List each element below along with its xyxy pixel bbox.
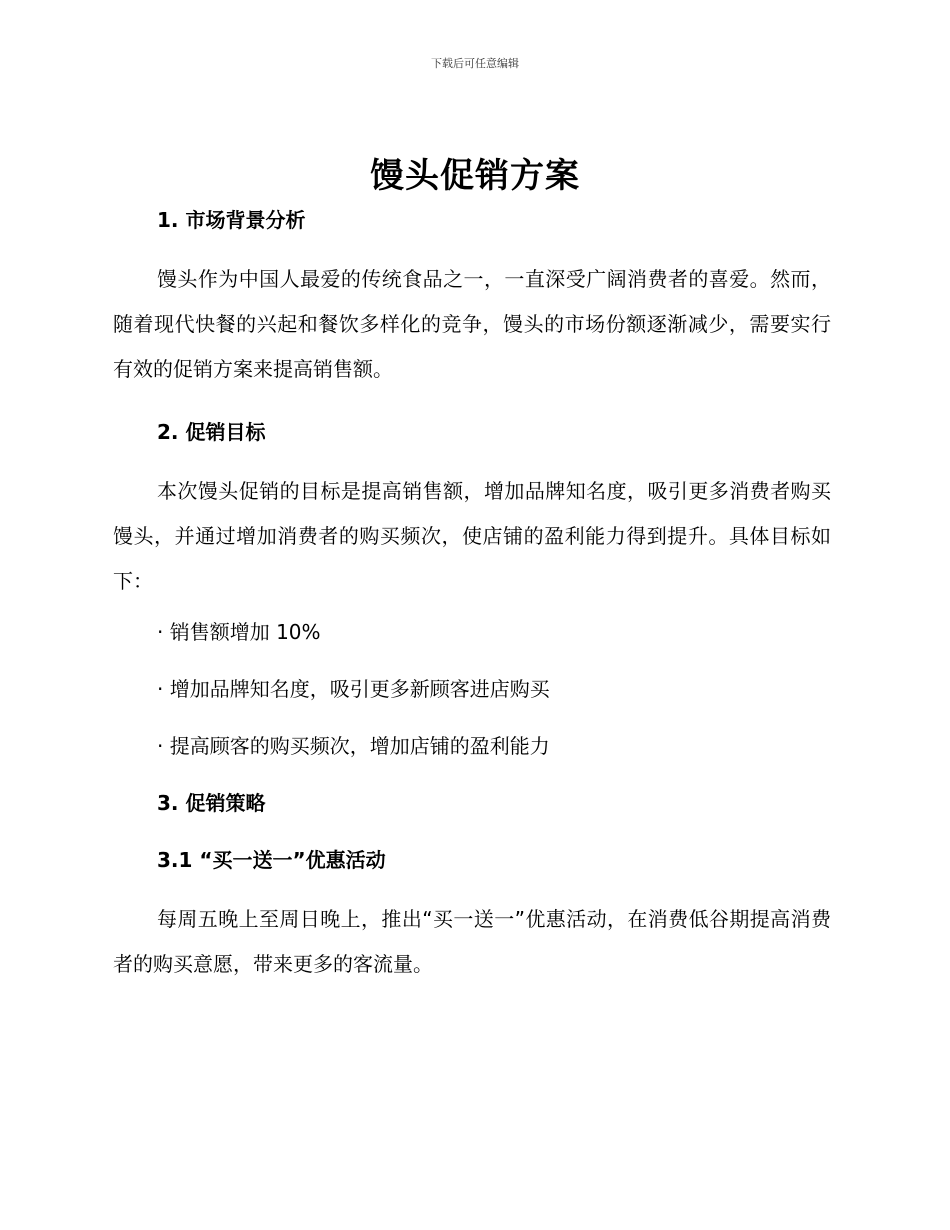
header-note: 下载后可任意编辑 [431, 57, 519, 70]
section-heading-promotion-goals: 2. 促销目标 [157, 420, 266, 444]
document-body [113, 200, 831, 987]
section-heading-promotion-strategy: 3. 促销策略 [157, 791, 266, 815]
list-item: · 提高顾客的购买频次，增加店铺的盈利能力 [157, 734, 550, 758]
paragraph-bogo: 每周五晚上至周日晚上，推出“买一送一”优惠活动，在消费低谷期提高消费者的购买意愿，带来更多的客流量。 [113, 907, 831, 976]
list-item: · 增加品牌知名度，吸引更多新顾客进店购买 [157, 677, 550, 701]
list-item: · 销售额增加 10% [157, 620, 321, 644]
document-title: 馒头促销方案 [370, 156, 580, 196]
subsection-heading-bogo: 3.1 “买一送一”优惠活动 [157, 848, 386, 872]
section-heading-market-background: 1. 市场背景分析 [157, 208, 306, 232]
paragraph-market-background: 馒头作为中国人最爱的传统食品之一，一直深受广阔消费者的喜爱。然而，随着现代快餐的兴起和餐饮多样化的竞争，馒头的市场份额逐渐减少，需要实行有效的促销方案来提高销售额。 [113, 267, 831, 381]
paragraph-promotion-goals: 本次馒头促销的目标是提高销售额，增加品牌知名度，吸引更多消费者购买馒头，并通过增加消费者的购买频次，使店铺的盈利能力得到提升。具体目标如下： [113, 479, 831, 593]
